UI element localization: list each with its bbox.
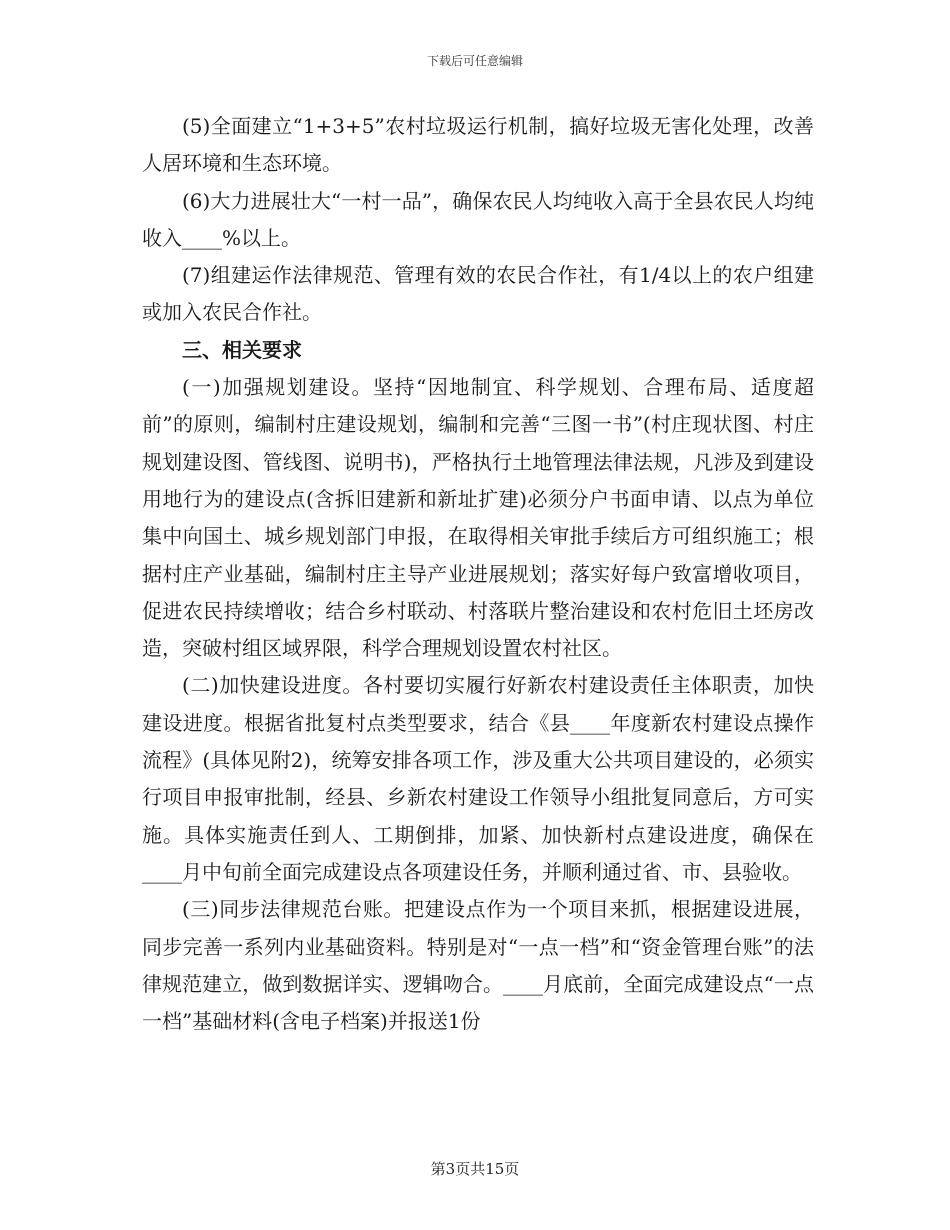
document-body: [142, 108, 814, 1040]
page-header: 下载后可任意编辑: [426, 54, 523, 68]
paragraph-progress: (二)加快建设进度。各村要切实履行好新农村建设责任主体职责，加快建设进度。根据省批复村点类型要求，结合《县____年度新农村建设点操作流程》(具体见附2)，统筹安排各项工作，涉及重大公共项目建设的，必须实行项目申报审批制，经县、乡新农村建设工作领导小组批复同意后，方可实施。具体实施责任到人、工期倒排，加紧、加快新村点建设进度，确保在____月中旬前全面完成建设点各项建设任务，并顺利通过省、市、县验收。: [142, 673, 814, 884]
page-number: 第3页共15页: [430, 1160, 520, 1178]
section-heading: 三、相关要求: [182, 337, 302, 362]
paragraph-item-5: (5)全面建立“1+3+5”农村垃圾运行机制，搞好垃圾无害化处理，改善人居环境和生态环境。: [142, 114, 814, 176]
paragraph-planning: (一)加强规划建设。坚持“因地制宜、科学规划、合理布局、适度超前”的原则，编制村庄建设规划，编制和完善“三图一书”(村庄现状图、村庄规划建设图、管线图、说明书)，严格执行土地管理法律法规，凡涉及到建设用地行为的建设点(含拆旧建新和新址扩建)必须分户书面申请、以点为单位集中向国土、城乡规划部门申报，在取得相关审批手续后方可组织施工；根据村庄产业基础，编制村庄主导产业进展规划；落实好每户致富增收项目，促进农民持续增收；结合乡村联动、村落联片整治建设和农村危旧土坯房改造，突破村组区域界限，科学合理规划设置农村社区。: [142, 375, 814, 661]
paragraph-item-7: (7)组建运作法律规范、管理有效的农民合作社，有1/4以上的农户组建或加入农民合作社。: [142, 263, 814, 325]
paragraph-ledger: (三)同步法律规范台账。把建设点作为一个项目来抓，根据建设进展，同步完善一系列内业基础资料。特别是对“一点一档”和“资金管理台账”的法律规范建立，做到数据详实、逻辑吻合。____月底前，全面完成建设点“一点一档”基础材料(含电子档案)并报送1份: [142, 897, 814, 1034]
paragraph-item-6: (6)大力进展壮大“一村一品”，确保农民人均纯收入高于全县农民人均纯收入____%以上。: [142, 188, 814, 250]
